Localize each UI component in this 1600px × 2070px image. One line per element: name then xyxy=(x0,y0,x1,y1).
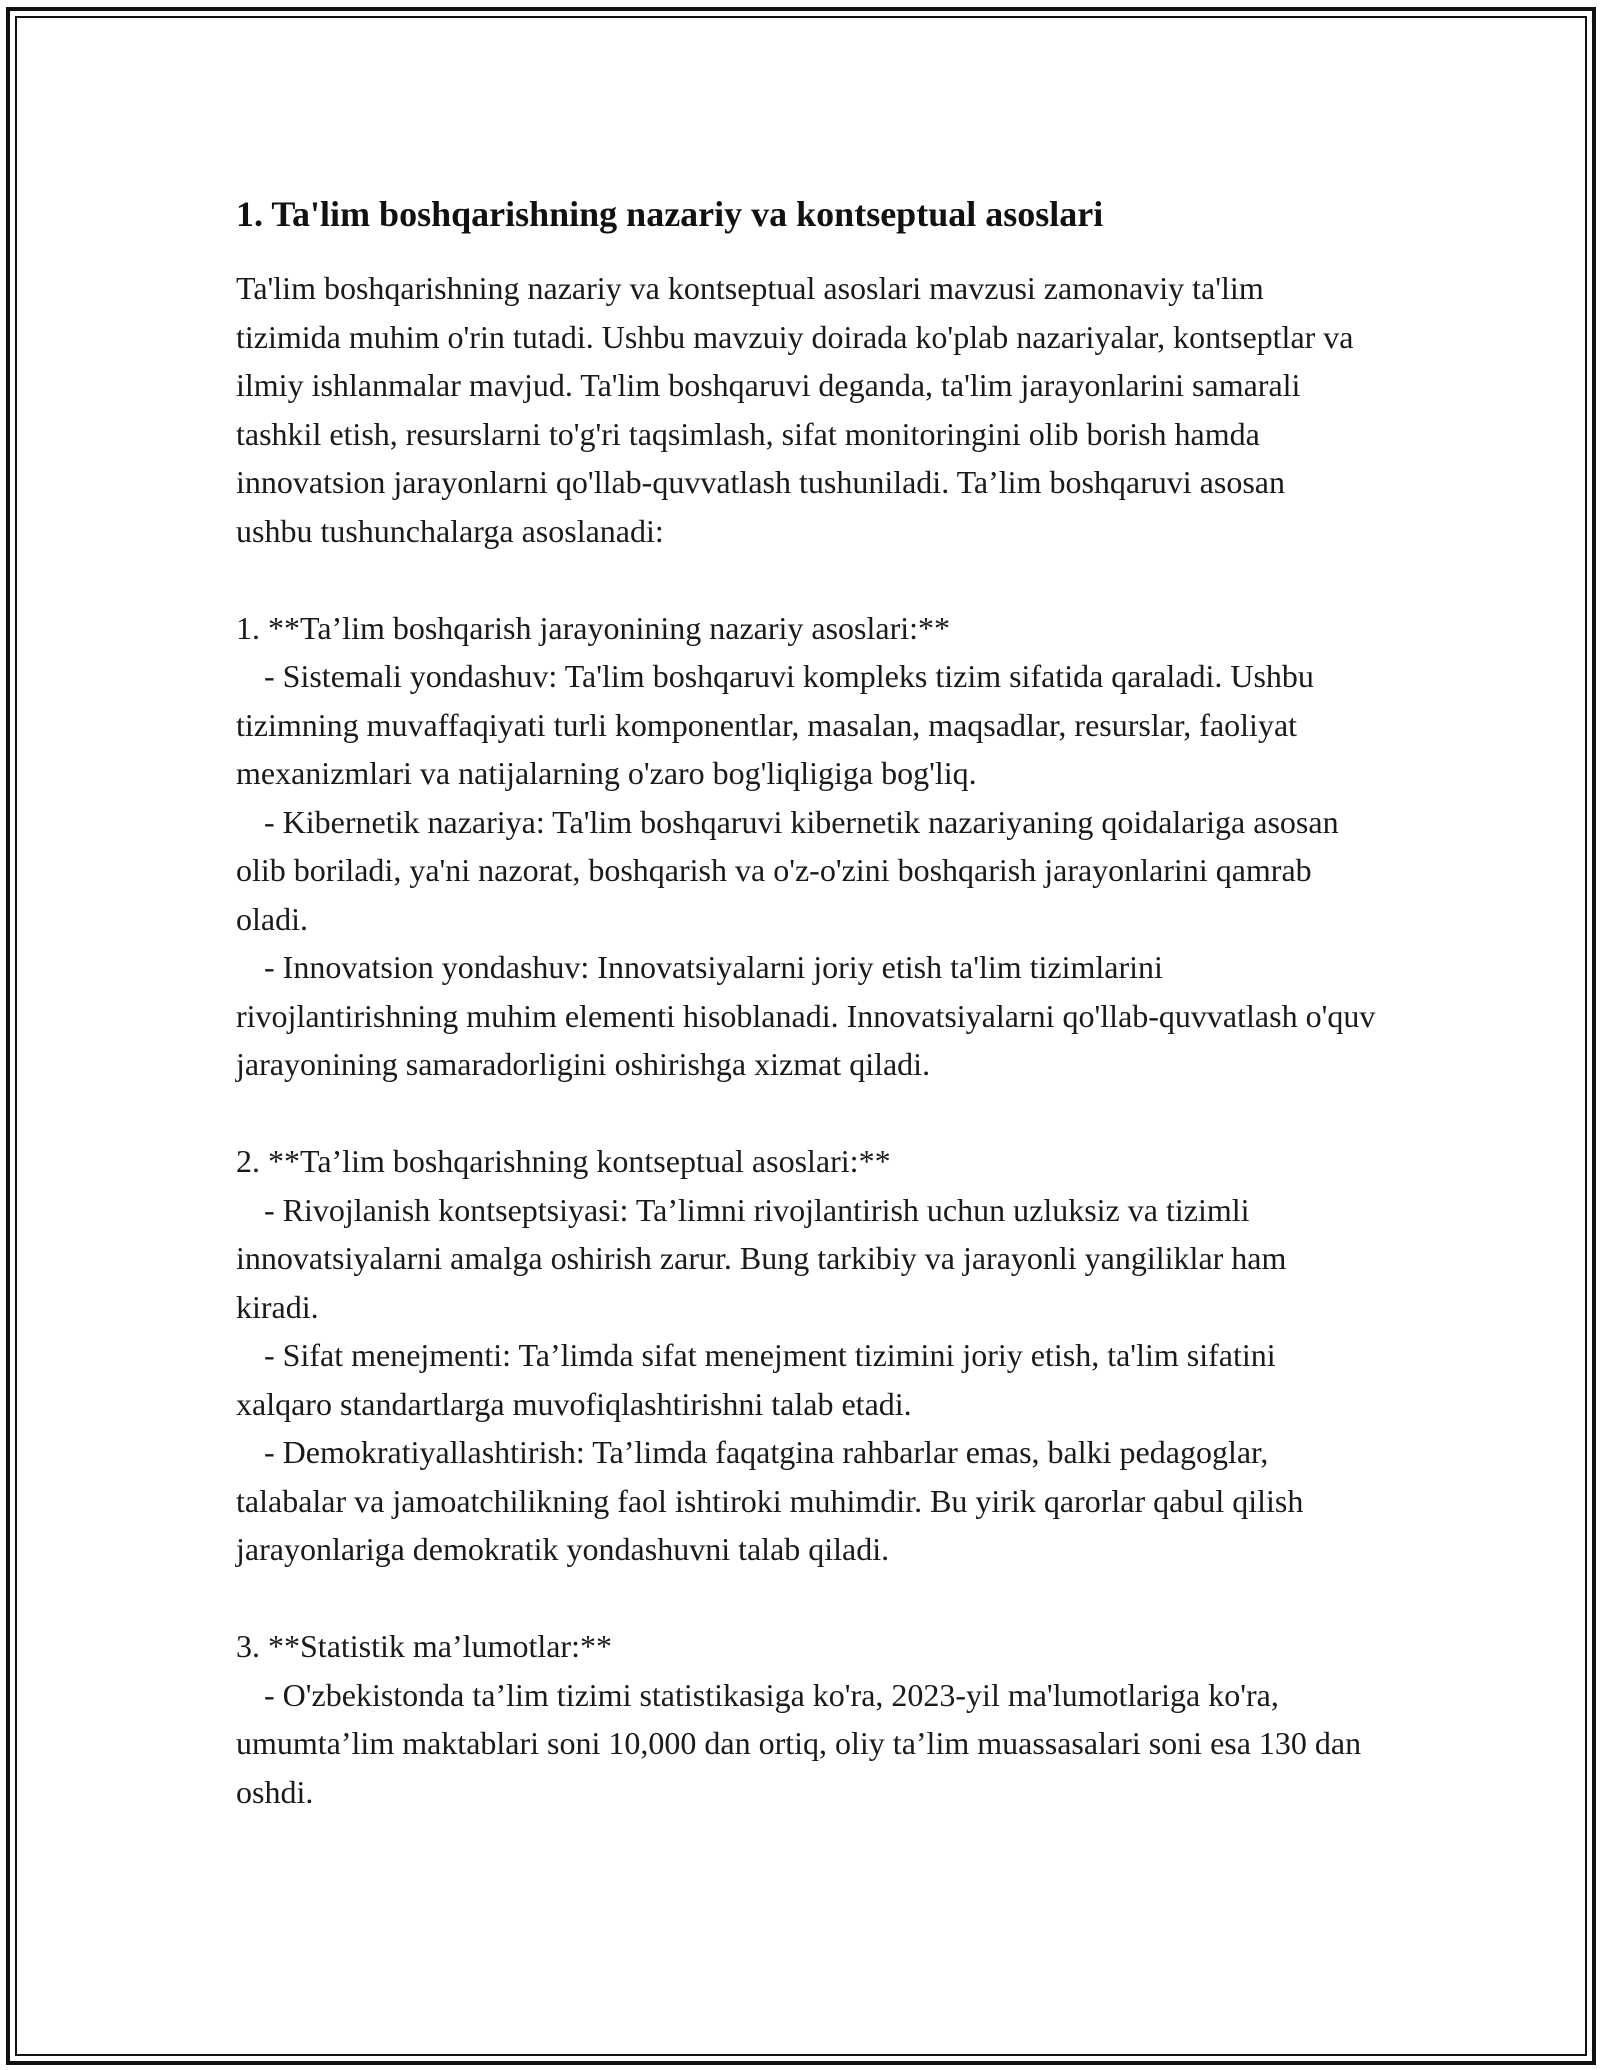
spacer xyxy=(236,1089,1386,1138)
section-2 xyxy=(236,1137,1386,1574)
list-item: - Demokratiyallashtirish: Ta’limda faqatgina rahbarlar emas, balki pedagoglar, talabalar va jamoatchilikning faol ishtiroki muhimdir. Bu yirik qarorlar qabul qilish jarayonlariga demokratik yondashuvni talab qiladi. xyxy=(236,1434,1304,1567)
section-3 xyxy=(236,1622,1386,1816)
list-item: - Sistemali yondashuv: Ta'lim boshqaruvi kompleks tizim sifatida qaraladi. Ushbu tizimning muvaffaqiyati turli komponentlar, masalan, maqsadlar, resurslar, faoliyat mexanizmlari va natijalarning o'zaro bog'liqligiga bog'liq. xyxy=(236,658,1314,791)
list-item: - Kibernetik nazariya: Ta'lim boshqaruvi kibernetik nazariyaning qoidalariga asosan olib boriladi, ya'ni nazorat, boshqarish va o'z-o'zini boshqarish jarayonlarini qamrab oladi. xyxy=(236,803,1339,937)
list-item: - Rivojlanish kontseptsiyasi: Ta’limni rivojlantirish uchun uzluksiz va tizimli innovatsiyalarni amalga oshirish zarur. Bung tarkibiy va jarayonli yangiliklar ham kiradi. xyxy=(236,1191,1287,1325)
list-item: - Sifat menejmenti: Ta’limda sifat menejment tizimini joriy etish, ta'lim sifatini xalqaro standartlarga muvofiqlashtirishni talab etadi. xyxy=(236,1337,1276,1422)
spacer xyxy=(236,1574,1386,1623)
intro-paragraph: Ta'lim boshqarishning nazariy va kontseptual asoslari mavzusi zamonaviy ta'lim tizimida muhim o'rin tutadi. Ushbu mavzuiy doirada ko'plab nazariyalar, kontseptlar va ilmiy ishlanmalar mavjud. Ta'lim boshqaruvi deganda, ta'lim jarayonlarini samarali tashkil etish, resurslarni to'g'ri taqsimlash, sifat monitoringini olib borish hamda innovatsion jarayonlarni qo'llab-quvvatlash tushuniladi. Ta’lim boshqaruvi asosan ushbu tushunchalarga asoslanadi: xyxy=(236,270,1354,549)
document-body xyxy=(236,186,1386,1816)
spacer xyxy=(236,555,1386,604)
document-title: 1. Ta'lim boshqarishning nazariy va kontseptual asoslari xyxy=(236,194,1104,234)
section-1 xyxy=(236,604,1386,1089)
section-heading: 3. **Statistik ma’lumotlar:** xyxy=(236,1628,612,1664)
section-heading: 2. **Ta’lim boshqarishning kontseptual asoslari:** xyxy=(236,1143,891,1179)
list-item: - Innovatsion yondashuv: Innovatsiyalarni joriy etish ta'lim tizimlarini rivojlantirishning muhim elementi hisoblanadi. Innovatsiyalarni qo'llab-quvvatlash o'quv jarayonining samaradorligini oshirishga xizmat qiladi. xyxy=(236,949,1376,1082)
section-heading: 1. **Ta’lim boshqarish jarayonining nazariy asoslari:** xyxy=(236,609,951,646)
list-item: - O'zbekistonda ta’lim tizimi statistikasiga ko'ra, 2023-yil ma'lumotlariga ko'ra, umumta’lim maktablari soni 10,000 dan ortiq, oliy ta’lim muassasalari soni esa 130 dan oshdi. xyxy=(236,1676,1362,1810)
